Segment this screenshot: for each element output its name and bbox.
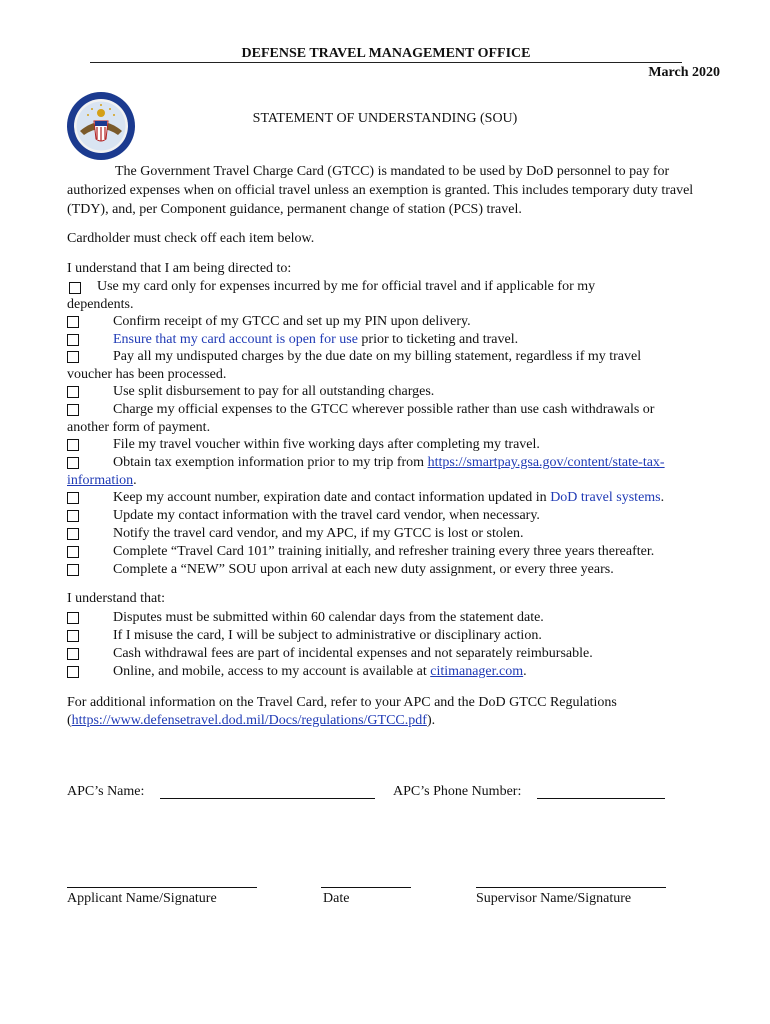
applicant-signature-field[interactable] [67, 887, 257, 888]
account-open-link[interactable]: Ensure that my card account is open for use [113, 332, 358, 347]
document-date: March 2020 [648, 65, 720, 80]
list-item: Pay all my undisputed charges by the due date on my billing statement, regardless if my travel voucher has been processed. [67, 349, 642, 382]
tax-exemption-link[interactable]: https://smartpay.gsa.gov/content/state-tax- [427, 455, 665, 470]
list-item: Notify the travel card vendor, and my APC, if my GTCC is lost or stolen. [113, 526, 524, 541]
office-name: DEFENSE TRAVEL MANAGEMENT OFFICE [241, 46, 531, 61]
dod-travel-systems-link[interactable]: DoD travel systems [550, 490, 661, 505]
list-item: Obtain tax exemption information prior to my trip from https://smartpay.gsa.gov/content/state-tax- information. [67, 455, 665, 488]
date-label: Date [323, 891, 350, 906]
list-item: Complete a “NEW” SOU upon arrival at each new duty assignment, or every three years. [113, 562, 614, 577]
document-title: STATEMENT OF UNDERSTANDING (SOU) [252, 111, 518, 126]
list-item: Ensure that my card account is open for use prior to ticketing and travel. [113, 332, 519, 347]
list-item: Keep my account number, expiration date and contact information updated in DoD travel systems. [113, 490, 665, 505]
list-item: Cash withdrawal fees are part of incidental expenses and not separately reimbursable. [113, 646, 593, 661]
understand-heading: I understand that: [67, 591, 165, 606]
header-rule [90, 62, 682, 63]
citimanager-link[interactable]: citimanager.com [430, 664, 524, 679]
list-item: Use split disbursement to pay for all outstanding charges. [113, 384, 435, 399]
list-item: Disputes must be submitted within 60 calendar days from the statement date. [113, 610, 544, 625]
list-item: File my travel voucher within five working days after completing my travel. [113, 437, 540, 452]
tax-exemption-link-cont[interactable]: information [67, 472, 134, 488]
gtcc-regulations-link[interactable]: https://www.defensetravel.dod.mil/Docs/regulations/GTCC.pdf [71, 712, 427, 728]
instruction-text: Cardholder must check off each item below. [67, 231, 315, 246]
date-field[interactable] [321, 887, 411, 888]
list-item: Online, and mobile, access to my account is available at citimanager.com. [113, 664, 527, 679]
directed-heading: I understand that I am being directed to: [67, 261, 292, 276]
list-item: Update my contact information with the travel card vendor, when necessary. [113, 508, 540, 523]
list-item: Use my card only for expenses incurred by me for official travel and if applicable for my dependents. [67, 279, 596, 312]
additional-info: For additional information on the Travel Card, refer to your APC and the DoD GTCC Regulations (https://www.defensetravel.dod.mil/Docs/regulations/GTCC.pdf). [67, 695, 617, 728]
supervisor-signature-field[interactable] [476, 887, 666, 888]
apc-name-label: APC’s Name: [67, 784, 145, 799]
supervisor-label: Supervisor Name/Signature [476, 891, 632, 906]
applicant-label: Applicant Name/Signature [67, 891, 217, 906]
list-item: Confirm receipt of my GTCC and set up my PIN upon delivery. [113, 314, 471, 329]
apc-phone-field[interactable] [537, 798, 665, 799]
list-item: Complete “Travel Card 101” training initially, and refresher training every three years thereafter. [113, 544, 655, 559]
list-item: Charge my official expenses to the GTCC wherever possible rather than use cash withdrawals or another form of payment. [67, 402, 655, 435]
list-item: If I misuse the card, I will be subject to administrative or disciplinary action. [113, 628, 542, 643]
apc-phone-label: APC’s Phone Number: [393, 784, 522, 799]
apc-name-field[interactable] [160, 798, 375, 799]
intro-paragraph: The Government Travel Charge Card (GTCC) is mandated to be used by DoD personnel to pay for authorized expenses when on official travel unless an exemption is granted. This includes temporary duty travel (TDY), and, per Component guidance, permanent change of station (PCS) travel. [67, 164, 694, 217]
